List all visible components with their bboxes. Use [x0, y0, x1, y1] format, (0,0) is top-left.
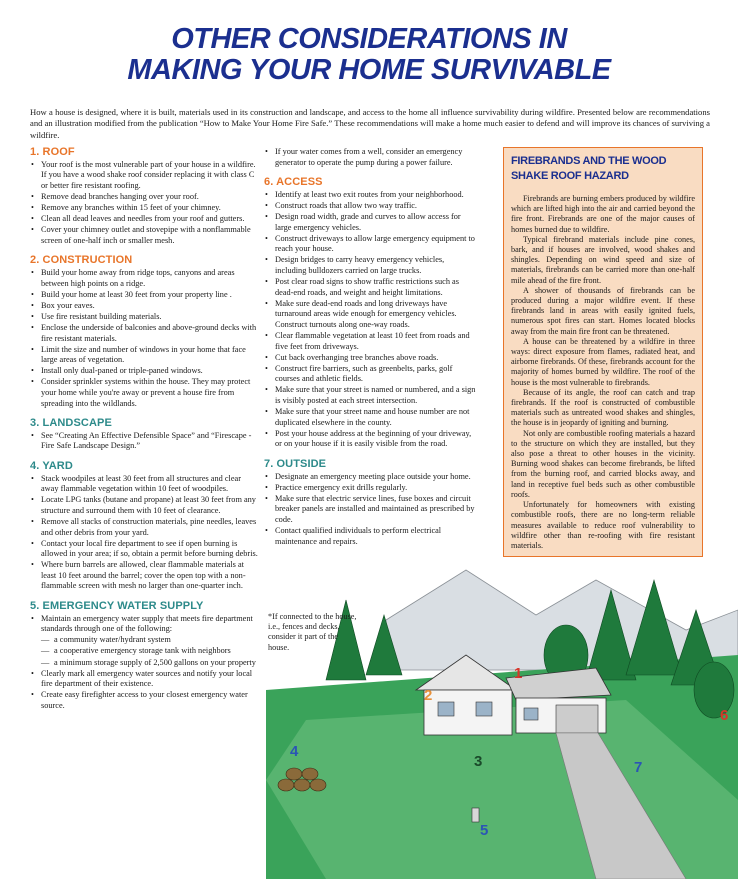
list-item: • Stack woodpiles at least 30 feet from all structures and clear away flammable vegetation within 10 feet of woodpiles. — [30, 474, 258, 495]
roof-list — [30, 160, 258, 247]
sidebar-paragraph: Because of its angle, the roof can catch and trap firebrands. If the roof is constructed of combustible materials such as untreated wood shakes and shingles, the house is in jeopardy of igniting and burning. — [511, 387, 695, 428]
list-item: • Locate LPG tanks (butane and propane) at least 30 feet from any structure and surround them with 10 feet of clearance. — [30, 495, 258, 516]
section-water-supply — [30, 601, 258, 711]
water-list-cont — [30, 669, 258, 712]
water-list — [30, 614, 258, 635]
list-item: • Clean all dead leaves and needles from your roof and gutters. — [30, 214, 258, 225]
section-yard — [30, 461, 258, 592]
list-item: • Install only dual-paned or triple-paned windows. — [30, 366, 258, 377]
access-list — [264, 190, 476, 450]
list-item: • Remove all stacks of construction materials, pine needles, leaves and other debris from your yard. — [30, 517, 258, 538]
column-middle — [264, 147, 476, 556]
sidebar-heading-line-2: SHAKE ROOF HAZARD — [511, 170, 629, 182]
list-item: • Clear flammable vegetation at least 10 feet from roads and five feet from driveways. — [264, 331, 476, 352]
list-item: • Build your home at least 30 feet from your property line . — [30, 290, 258, 301]
list-item: • Design bridges to carry heavy emergency vehicles, including bulldozers carried on large trucks. — [264, 255, 476, 276]
intro-paragraph: How a house is designed, where it is built, materials used in its construction and landscape, and access to the home all influence survivability during wildfire. Presented below are recommendations and an illustration modified from the publication “How to Make Your Home Fire Safe.” These recommendations will make a home much easier to defend and will improve its chances of surviving a wildfire. — [30, 106, 710, 140]
list-item: • Use fire resistant building materials. — [30, 312, 258, 323]
illustration-label-1: 1 — [514, 665, 523, 682]
list-item: • If your water comes from a well, consider an emergency generator to operate the pump during a power failure. — [264, 147, 476, 168]
list-item: • Enclose the underside of balconies and above-ground decks with fire resistant materials. — [30, 323, 258, 344]
water-sublist — [30, 635, 258, 668]
list-item: • Practice emergency exit drills regularly. — [264, 483, 476, 494]
list-item: • Limit the size and number of windows in your home that face large areas of vegetation. — [30, 345, 258, 366]
section-heading-water: 5. EMERGENCY WATER SUPPLY — [30, 600, 204, 613]
sidebar-paragraph: Firebrands are burning embers produced by wildfire which are lifted high into the air and carried beyond the fire front. Firebrands are one of the major causes of homes burned due to wildfire. — [511, 194, 695, 234]
column-left — [30, 147, 258, 721]
section-access — [264, 177, 476, 450]
list-item: • Cut back overhanging tree branches above roads. — [264, 353, 476, 364]
illustration-label-6: 6 — [720, 707, 729, 724]
section-landscape — [30, 418, 258, 452]
list-item: • Create easy firefighter access to your closest emergency water source. — [30, 690, 258, 711]
page-title — [0, 24, 738, 86]
list-subitem: — a minimum storage supply of 2,500 gallons on your property — [30, 658, 258, 669]
section-construction — [30, 255, 258, 409]
list-item: • Design road width, grade and curves to allow access for large emergency vehicles. — [264, 212, 476, 233]
outside-list — [264, 472, 476, 548]
list-item: • Make sure dead-end roads and long driveways have turnaround areas wide enough for emergency vehicles. Construct turnouts along one-way roads. — [264, 299, 476, 331]
list-item: • Construct roads that allow two way traffic. — [264, 201, 476, 212]
title-line-2: MAKING YOUR HOME SURVIVABLE — [127, 54, 611, 86]
sidebar-paragraph: Not only are combustible roofing materials a hazard to the structure on which they are installed, but they also pose a threat to other houses in the vicinity. Burning wood shakes can become firebrands, be lifted from the burning roof, and carried blocks away, and land in receptive fuel beds such as other combustible roofs. — [511, 428, 695, 499]
list-item: • Remove dead branches hanging over your roof. — [30, 192, 258, 203]
list-item: • Post your house address at the beginning of your driveway, or on your house if it is easily visible from the road. — [264, 429, 476, 450]
footnote: *If connected to the house, i.e., fences and decks, consider it part of the house. — [268, 612, 357, 652]
section-water-continued — [264, 147, 476, 168]
hydrant-icon — [472, 808, 479, 822]
list-item: • Contact qualified individuals to perform electrical maintenance and repairs. — [264, 526, 476, 547]
section-heading-yard: 4. YARD — [30, 459, 73, 472]
list-item: • Your roof is the most vulnerable part of your house in a wildfire. If you have a wood shake roof consider replacing it with class C or better fire resistant roofing. — [30, 160, 258, 192]
section-heading-construction: 2. CONSTRUCTION — [30, 254, 133, 267]
water-list-continued — [264, 147, 476, 168]
sidebar-paragraph: A house can be threatened by a wildfire in three ways: direct exposure from flames, radiated heat, and airborne firebrands. Of these, firebrands account for the majority of homes burned by wildfire. The roof of the house is the most vulnerable to firebrands. — [511, 336, 695, 387]
list-item: • Consider sprinkler systems within the house. They may protect your home while you're away or prevent a house fire from spreading into the wildlands. — [30, 377, 258, 409]
list-item: • Maintain an emergency water supply that meets fire department standards through one of the following: — [30, 614, 258, 635]
list-subitem: — a cooperative emergency storage tank with neighbors — [30, 646, 258, 657]
section-outside — [264, 459, 476, 547]
illustration-label-2: 2 — [424, 687, 433, 704]
list-item: • Clearly mark all emergency water sources and notify your local fire department of their existence. — [30, 669, 258, 690]
list-item: • Make sure that electric service lines, fuse boxes and circuit breaker panels are installed and maintained as prescribed by code. — [264, 494, 476, 526]
list-item: • Designate an emergency meeting place outside your home. — [264, 472, 476, 483]
sidebar-heading — [511, 154, 695, 184]
section-heading-roof: 1. ROOF — [30, 146, 75, 158]
list-item: • Box your eaves. — [30, 301, 258, 312]
list-item: • Construct driveways to allow large emergency equipment to reach your house. — [264, 234, 476, 255]
list-subitem: — a community water/hydrant system — [30, 635, 258, 646]
illustration-label-3: 3 — [474, 753, 483, 770]
list-item: • Make sure that your street name and house number are not duplicated elsewhere in the county. — [264, 407, 476, 428]
sidebar-paragraph: Unfortunately for homeowners with existing combustible roofs, there are no long-term reliable measures available to reduce roof vulnerability to wildfire other than re-roofing with fire resistant materials. — [511, 500, 695, 550]
section-heading-outside: 7. OUTSIDE — [264, 458, 327, 471]
list-item: • Make sure that your street is named or numbered, and a sign is visibly posted at each street intersection. — [264, 385, 476, 406]
list-item: • Contact your local fire department to see if open burning is allowed in your area; if so, obtain a permit before burning debris. — [30, 539, 258, 560]
illustration-label-7: 7 — [634, 759, 643, 776]
section-roof — [30, 147, 258, 246]
section-heading-access: 6. ACCESS — [264, 176, 323, 189]
sidebar-paragraph: Typical firebrand materials include pine cones, bark, and if houses are involved, wood shakes and shingles. Depending on wind speed and size of materials, firebrands can be carried more than one-half mile ahead of the fire front. — [511, 234, 695, 285]
list-item: • Cover your chimney outlet and stovepipe with a nonflammable screen of one-half inch or smaller mesh. — [30, 225, 258, 246]
title-line-1: OTHER CONSIDERATIONS IN — [171, 23, 567, 55]
illustration-label-4: 4 — [290, 743, 299, 760]
illustration-label-5: 5 — [480, 822, 489, 839]
section-heading-landscape: 3. LANDSCAPE — [30, 417, 112, 430]
firebrands-sidebar — [503, 147, 703, 557]
sidebar-paragraph: A shower of thousands of firebrands can be produced during a major wildfire event. If these firebrands land in areas with easily ignited fuels, numerous spot fires can start. Homes located blocks away from the main fire front can be threatened. — [511, 285, 695, 336]
list-item: • See “Creating An Effective Defensible Space” and “Firescape - Fire Safe Landscape Design.” — [30, 431, 258, 452]
list-item: • Remove any branches within 15 feet of your chimney. — [30, 203, 258, 214]
sidebar-heading-line-1: FIREBRANDS AND THE WOOD — [511, 155, 667, 167]
list-item: • Build your home away from ridge tops, canyons and areas between high points on a ridge. — [30, 268, 258, 289]
list-item: • Construct fire barriers, such as greenbelts, parks, golf courses and athletic fields. — [264, 364, 476, 385]
list-item: • Where burn barrels are allowed, clear flammable materials at least 10 feet around the barrel; cover the open top with a non-flammable screen with mesh no larger than one-quarter inch. — [30, 560, 258, 592]
construction-list — [30, 268, 258, 409]
home-illustration — [266, 560, 738, 879]
list-item: • Identify at least two exit routes from your neighborhood. — [264, 190, 476, 201]
list-item: • Post clear road signs to show traffic restrictions such as dead-end roads, and weight and height limitations. — [264, 277, 476, 298]
landscape-list — [30, 431, 258, 452]
yard-list — [30, 474, 258, 593]
